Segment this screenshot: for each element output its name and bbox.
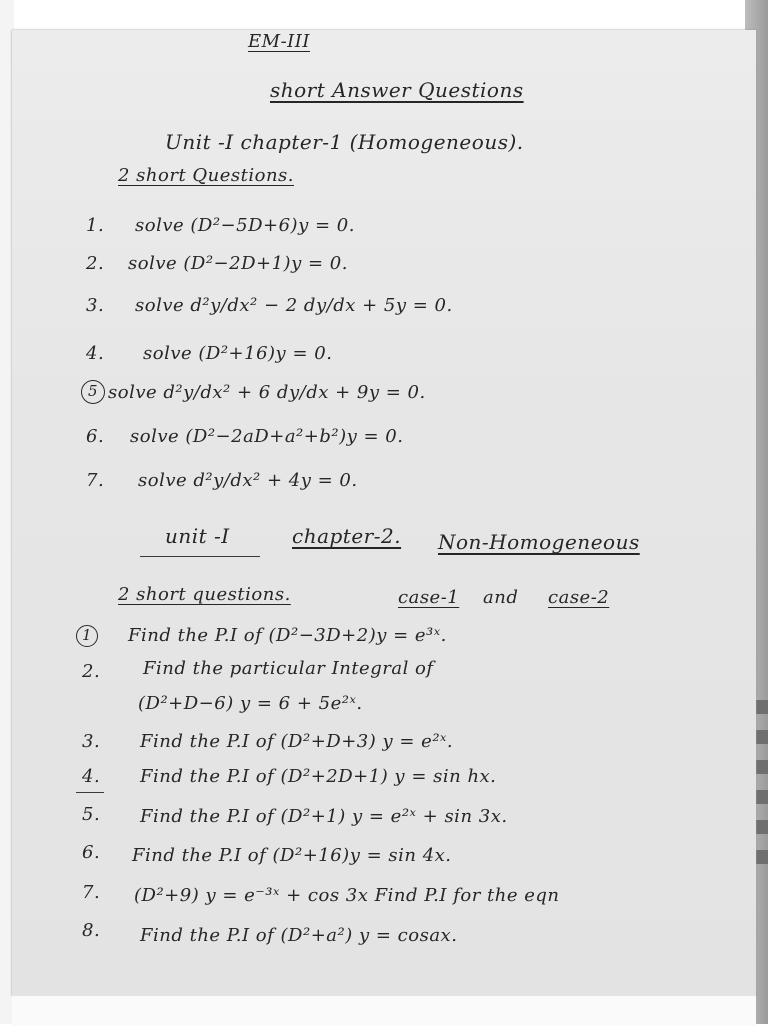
question-number: 6. bbox=[82, 842, 101, 863]
section2-chapter: chapter-2. bbox=[292, 524, 402, 548]
page-title: short Answer Questions bbox=[270, 78, 524, 102]
question-text: Find the P.I of (D²−3D+2)y = e³ˣ. bbox=[128, 625, 447, 646]
question-number: 6. bbox=[86, 426, 105, 447]
question-number: 5. bbox=[82, 804, 101, 825]
underline bbox=[76, 792, 104, 793]
question-number: 4. bbox=[82, 766, 101, 787]
section2-type: Non-Homogeneous bbox=[438, 530, 640, 554]
question-text: Find the particular Integral of bbox=[143, 658, 434, 679]
question-number: 8. bbox=[82, 920, 101, 941]
section2-unit: unit -I bbox=[165, 524, 230, 548]
underline bbox=[140, 556, 260, 557]
question-number: 7. bbox=[82, 882, 101, 903]
question-text: Find the P.I of (D²+a²) y = cosax. bbox=[140, 925, 458, 946]
question-text: solve (D²+16)y = 0. bbox=[143, 343, 333, 364]
question-number: 1 bbox=[82, 626, 93, 644]
section1-heading: Unit -I chapter-1 (Homogeneous). bbox=[165, 130, 524, 154]
question-text: solve (D²−2aD+a²+b²)y = 0. bbox=[130, 426, 404, 447]
question-number: 3. bbox=[86, 295, 105, 316]
question-text: solve (D²−2D+1)y = 0. bbox=[128, 253, 348, 274]
question-text: (D²+D−6) y = 6 + 5e²ˣ. bbox=[138, 693, 363, 714]
question-number: 1. bbox=[86, 215, 105, 236]
sheet-bottom-margin bbox=[12, 996, 756, 1026]
question-text: (D²+9) y = e⁻³ˣ + cos 3x Find P.I for the eqn bbox=[134, 885, 560, 906]
question-text: solve (D²−5D+6)y = 0. bbox=[135, 215, 355, 236]
question-text: Find the P.I of (D²+2D+1) y = sin hx. bbox=[140, 766, 497, 787]
case-1-label: case-1 bbox=[398, 587, 460, 608]
question-number: 2. bbox=[86, 253, 105, 274]
question-text: Find the P.I of (D²+16)y = sin 4x. bbox=[132, 845, 452, 866]
section2-subheading: 2 short questions. bbox=[118, 584, 291, 605]
question-text: solve d²y/dx² + 4y = 0. bbox=[138, 470, 358, 491]
and-label: and bbox=[483, 587, 519, 608]
question-text: Find the P.I of (D²+1) y = e²ˣ + sin 3x. bbox=[140, 806, 508, 827]
question-number: 5 bbox=[88, 382, 99, 400]
question-number: 4. bbox=[86, 343, 105, 364]
question-number: 7. bbox=[86, 470, 105, 491]
course-code: EM-III bbox=[248, 31, 310, 52]
question-text: Find the P.I of (D²+D+3) y = e²ˣ. bbox=[140, 731, 454, 752]
question-text: solve d²y/dx² − 2 dy/dx + 5y = 0. bbox=[135, 295, 453, 316]
question-text: solve d²y/dx² + 6 dy/dx + 9y = 0. bbox=[108, 382, 426, 403]
section1-subheading: 2 short Questions. bbox=[118, 165, 295, 186]
case-2-label: case-2 bbox=[548, 587, 610, 608]
question-number: 2. bbox=[82, 661, 101, 682]
question-number: 3. bbox=[82, 731, 101, 752]
